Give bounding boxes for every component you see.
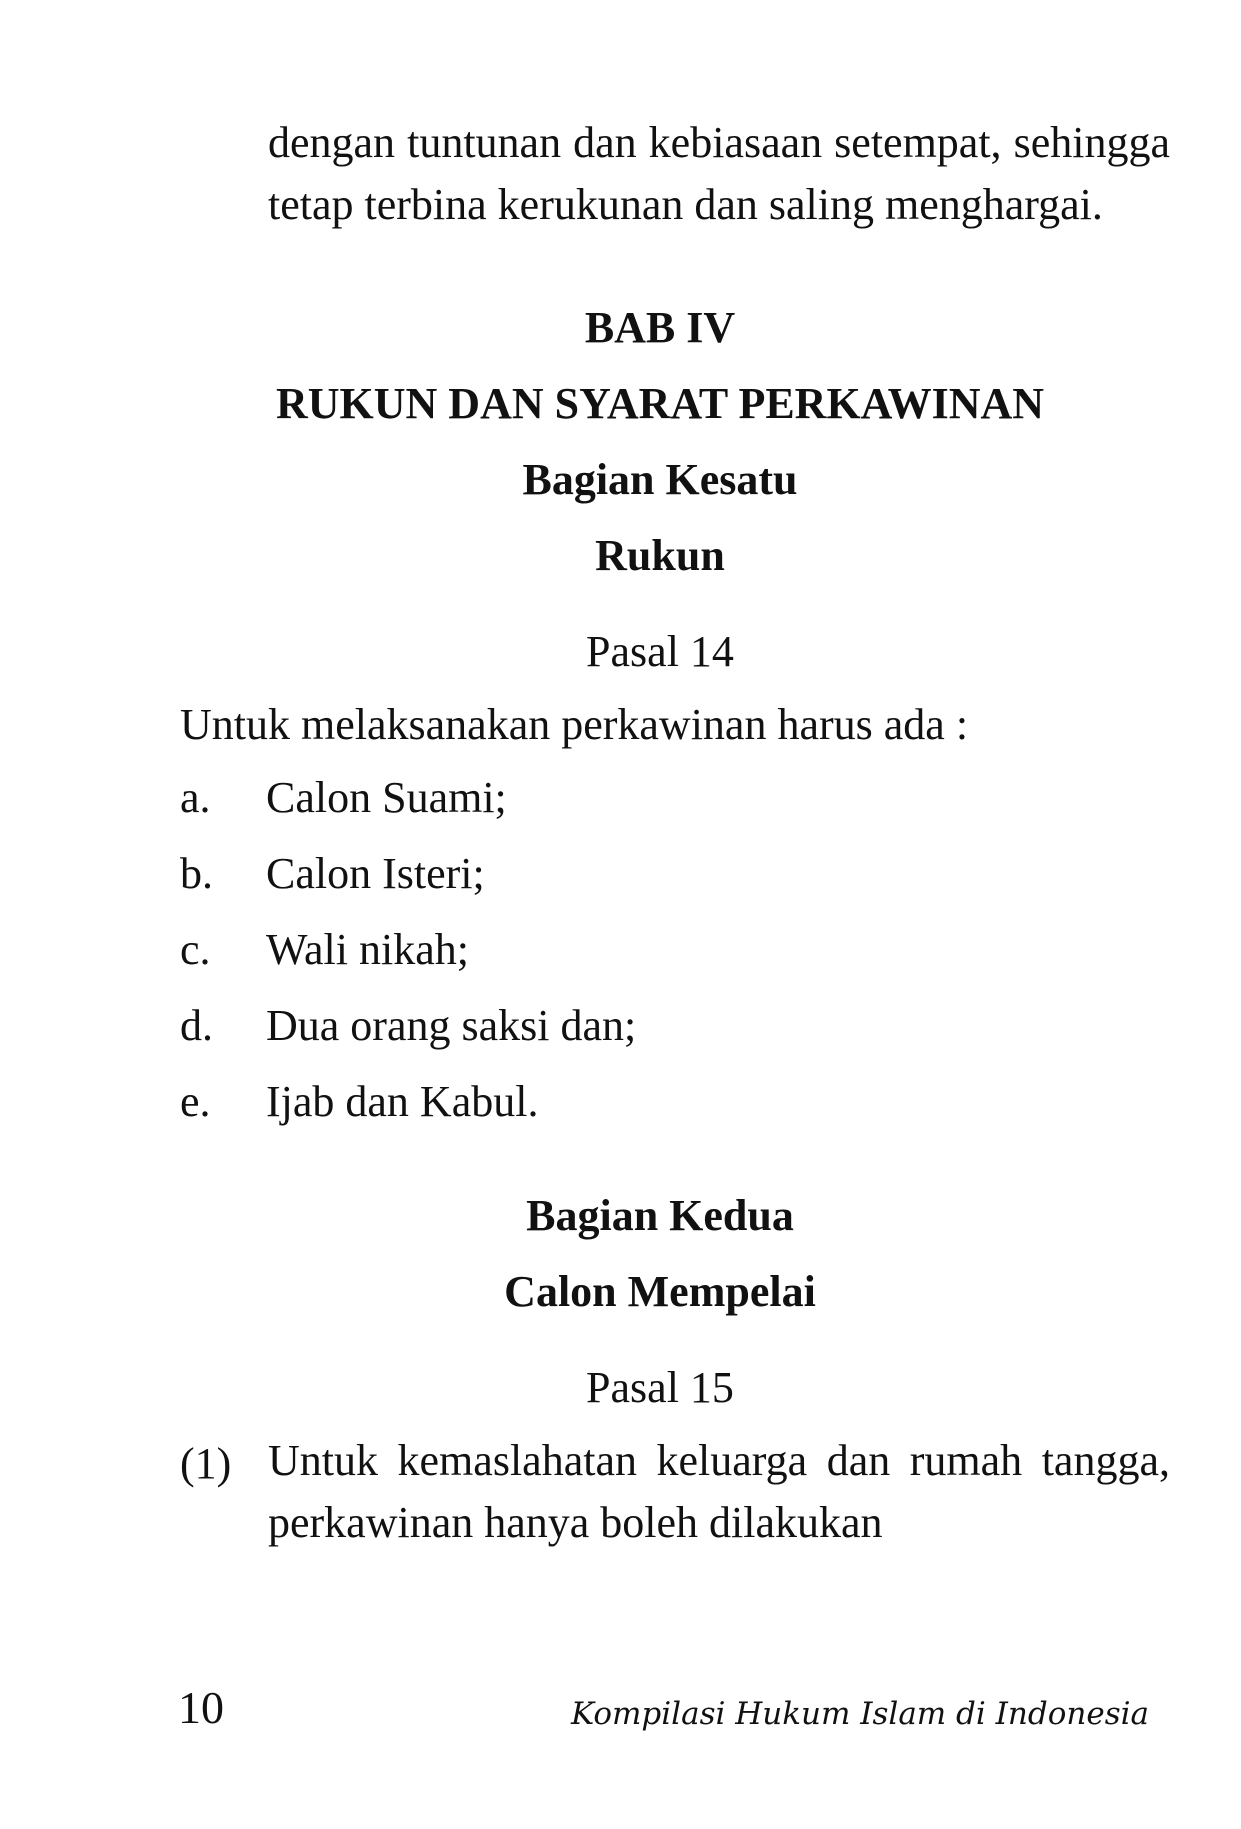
section2-article: Pasal 15 bbox=[586, 1363, 734, 1412]
running-footer-title: Kompilasi Hukum Islam di Indonesia bbox=[571, 1696, 1149, 1732]
list-item-text: Calon Suami; bbox=[266, 773, 507, 822]
chapter-number: BAB IV bbox=[584, 303, 736, 352]
continuation-paragraph: dengan tuntunan dan kebiasaan setempat, sehingga tetap terbina kerukunan dan saling menghargai. bbox=[268, 118, 1170, 229]
clause-text: Untuk kemaslahatan keluarga dan rumah tangga, perkawinan hanya boleh dilakukan bbox=[268, 1436, 1170, 1547]
section1-heading: Bagian Kesatu bbox=[522, 455, 798, 504]
list-item-marker: c. bbox=[180, 925, 211, 974]
list-item-marker: e. bbox=[180, 1077, 211, 1126]
section1-intro: Untuk melaksanakan perkawinan harus ada : bbox=[180, 700, 969, 749]
chapter-title: RUKUN DAN SYARAT PERKAWINAN bbox=[275, 379, 1045, 428]
list-item-text: Ijab dan Kabul. bbox=[266, 1077, 539, 1126]
list-item-text: Calon Isteri; bbox=[266, 849, 485, 898]
page-number: 10 bbox=[178, 1682, 224, 1733]
clause-marker: (1) bbox=[180, 1439, 232, 1488]
section1-subheading: Rukun bbox=[595, 531, 725, 580]
list-item-text: Dua orang saksi dan; bbox=[266, 1001, 637, 1050]
section2-heading: Bagian Kedua bbox=[526, 1191, 794, 1240]
section2-subheading: Calon Mempelai bbox=[504, 1267, 816, 1316]
list-item-text: Wali nikah; bbox=[266, 925, 469, 974]
list-item-marker: b. bbox=[180, 849, 213, 898]
list-item-marker: a. bbox=[180, 773, 211, 822]
list-item-marker: d. bbox=[180, 1001, 213, 1050]
section1-article: Pasal 14 bbox=[586, 627, 734, 676]
